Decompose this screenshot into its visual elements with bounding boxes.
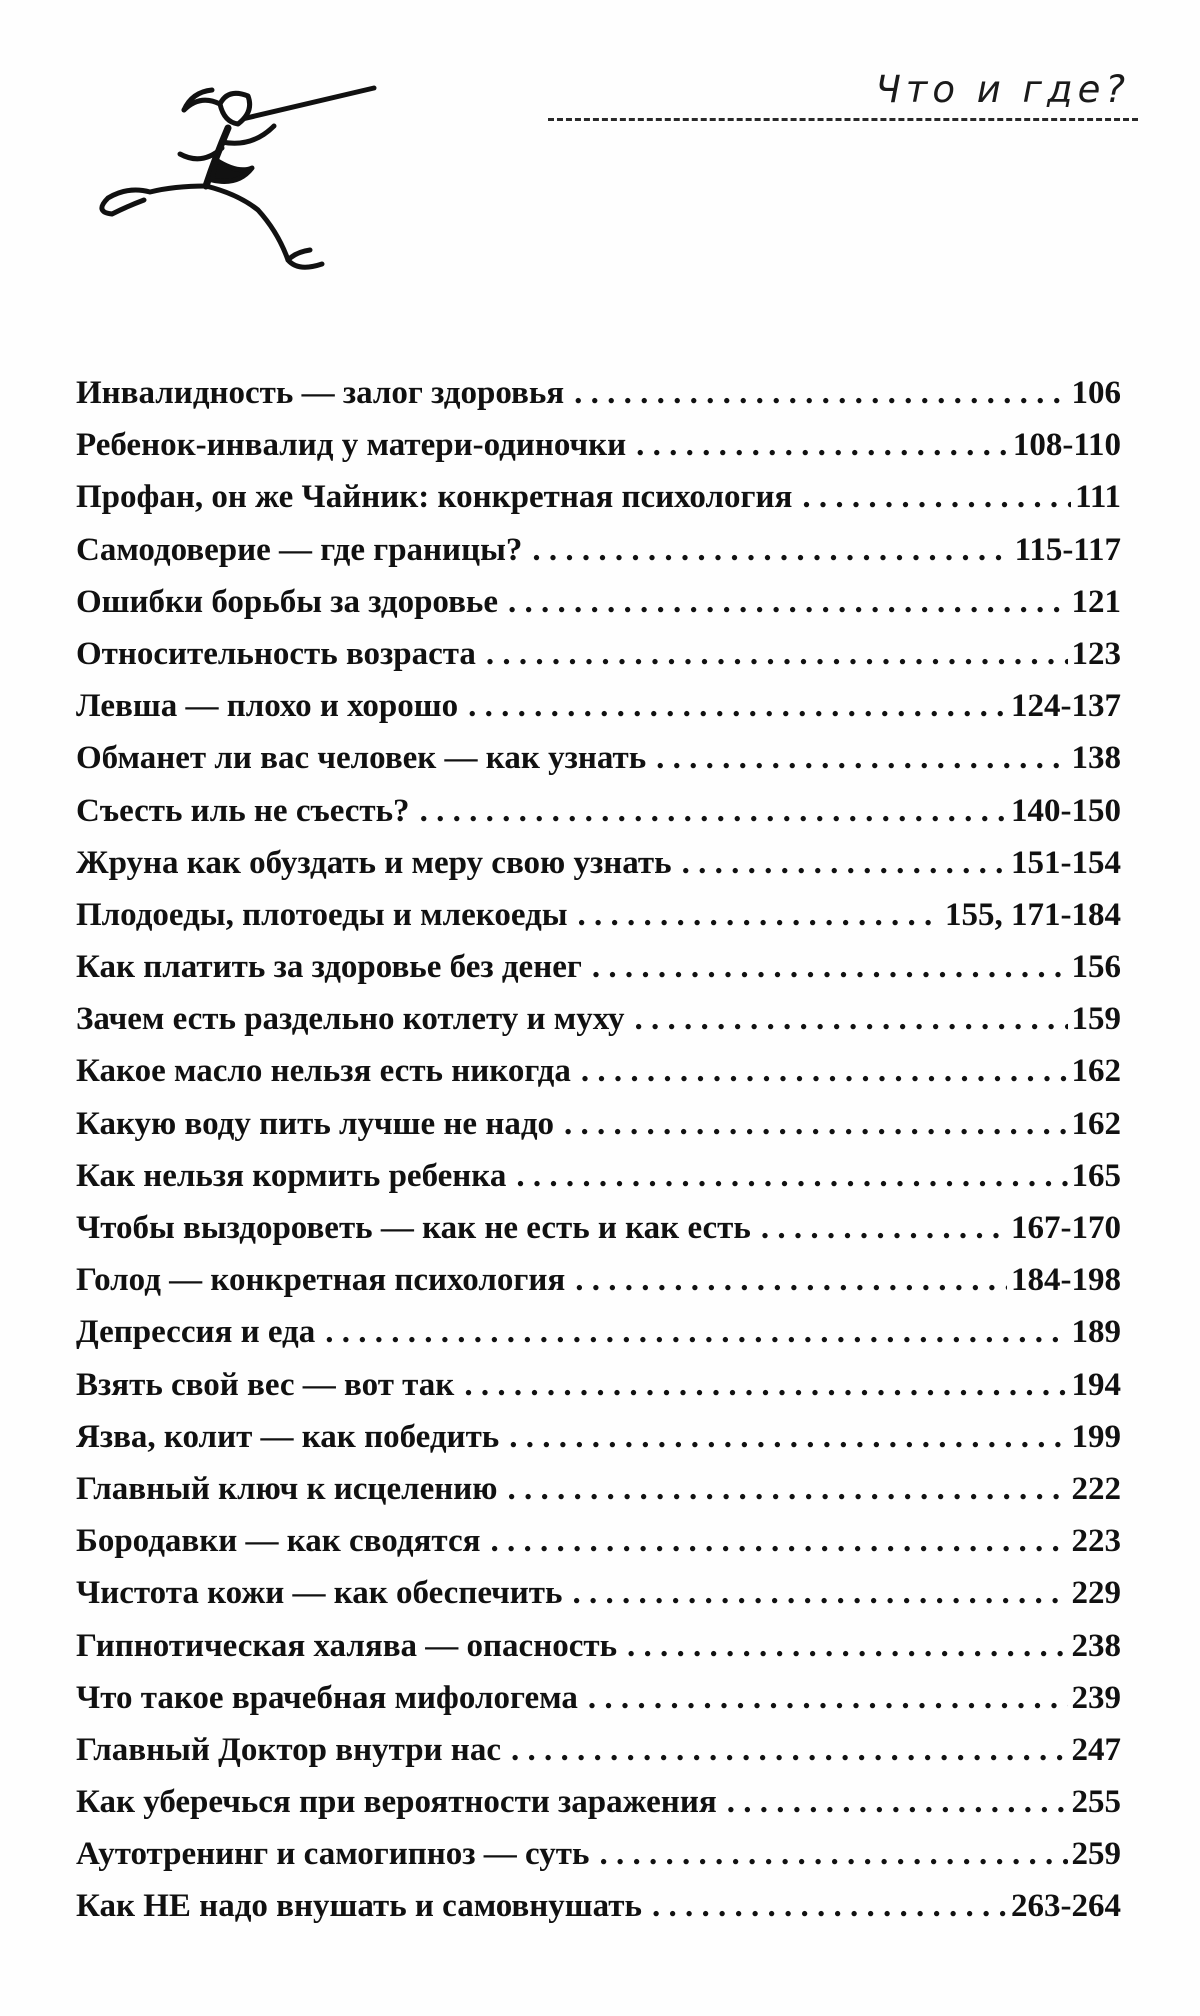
toc-entry[interactable] bbox=[76, 419, 1121, 471]
toc-entry[interactable] bbox=[76, 1150, 1121, 1202]
toc-entry-title: Бородавки — как сводятся bbox=[76, 1523, 481, 1560]
toc-dot-leader bbox=[802, 471, 1071, 523]
toc-entry-title: Жруна как обуздать и меру свою узнать bbox=[76, 844, 672, 881]
toc-entry[interactable] bbox=[76, 941, 1121, 993]
toc-entry[interactable] bbox=[76, 524, 1121, 576]
toc-page-number: 115-117 bbox=[1014, 531, 1121, 568]
toc-page-number: 106 bbox=[1071, 375, 1121, 411]
toc-entry[interactable] bbox=[76, 1880, 1121, 1932]
toc-page-number: 189 bbox=[1071, 1314, 1121, 1351]
toc-entry[interactable] bbox=[76, 1254, 1121, 1306]
toc-entry[interactable] bbox=[76, 1828, 1121, 1880]
toc-entry[interactable] bbox=[76, 1515, 1121, 1567]
toc-entry[interactable] bbox=[76, 732, 1121, 784]
toc-entry[interactable] bbox=[76, 1359, 1121, 1411]
toc-entry-title: Взять свой вес — вот так bbox=[76, 1366, 455, 1403]
toc-page-number: 156 bbox=[1071, 949, 1121, 986]
toc-entry-title: Как НЕ надо внушать и самовнушать bbox=[76, 1888, 642, 1925]
toc-entry-title: Самодоверие — где границы? bbox=[76, 531, 523, 568]
toc-page-number: 194 bbox=[1071, 1366, 1121, 1403]
toc-dot-leader bbox=[682, 837, 1007, 889]
toc-entry-title: Как нельзя кормить ребенка bbox=[76, 1157, 507, 1194]
toc-page-number: 167-170 bbox=[1011, 1210, 1121, 1246]
toc-page-number: 259 bbox=[1071, 1836, 1121, 1873]
toc-entry[interactable] bbox=[76, 1724, 1121, 1776]
toc-page-number: 184-198 bbox=[1011, 1262, 1121, 1299]
toc-dot-leader bbox=[727, 1776, 1068, 1828]
toc-page-number: 247 bbox=[1071, 1731, 1121, 1768]
toc-page-number: 159 bbox=[1071, 1001, 1121, 1038]
toc-entry-title: Чистота кожи — как обеспечить bbox=[76, 1575, 563, 1612]
toc-entry[interactable] bbox=[76, 1411, 1121, 1463]
toc-page-number: 111 bbox=[1075, 479, 1121, 516]
toc-dot-leader bbox=[464, 1359, 1067, 1411]
toc-entry-title: Какое масло нельзя есть никогда bbox=[76, 1053, 571, 1090]
toc-entry-title: Инвалидность — залог здоровья bbox=[76, 375, 565, 411]
toc-dot-leader bbox=[581, 1045, 1068, 1097]
toc-entry-title: Зачем есть раздельно котлету и муху bbox=[76, 1001, 625, 1038]
toc-page-number: 199 bbox=[1071, 1418, 1121, 1455]
toc-entry[interactable] bbox=[76, 1098, 1121, 1150]
toc-dot-leader bbox=[636, 419, 1009, 471]
toc-entry-title: Ребенок-инвалид у матери-одиночки bbox=[76, 427, 627, 464]
toc-entry[interactable] bbox=[76, 1672, 1121, 1724]
toc-page-number: 108-110 bbox=[1012, 427, 1121, 464]
toc-dot-leader bbox=[588, 1672, 1068, 1724]
toc-page-number: 138 bbox=[1071, 740, 1121, 777]
toc-page-number: 238 bbox=[1071, 1627, 1121, 1664]
toc-entry[interactable] bbox=[76, 367, 1121, 419]
toc-dot-leader bbox=[420, 785, 1007, 837]
toc-dot-leader bbox=[508, 576, 1067, 628]
toc-entry-title: Плодоеды, плотоеды и млекоеды bbox=[76, 896, 568, 933]
toc-entry-title: Какую воду пить лучше не надо bbox=[76, 1105, 555, 1142]
toc-dot-leader bbox=[508, 1463, 1068, 1515]
running-header bbox=[548, 68, 1138, 128]
toc-dot-leader bbox=[509, 1411, 1067, 1463]
toc-page-number: 121 bbox=[1071, 583, 1121, 620]
toc-page-number: 239 bbox=[1071, 1679, 1121, 1716]
toc-entry-title: Гипнотическая халява — опасность bbox=[76, 1627, 618, 1664]
toc-dot-leader bbox=[491, 1515, 1068, 1567]
toc-entry[interactable] bbox=[76, 1620, 1121, 1672]
toc-entry-title: Что такое врачебная мифологема bbox=[76, 1679, 578, 1716]
toc-entry-title: Левша — плохо и хорошо bbox=[76, 688, 459, 725]
running-jester-illustration bbox=[88, 82, 388, 277]
toc-page-number: 165 bbox=[1071, 1157, 1121, 1194]
toc-page-number: 229 bbox=[1071, 1575, 1121, 1612]
toc-entry-title: Главный Доктор внутри нас bbox=[76, 1731, 501, 1768]
toc-entry-title: Чтобы выздороветь — как не есть и как есть bbox=[76, 1210, 751, 1246]
toc-entry-title: Ошибки борьбы за здоровье bbox=[76, 583, 499, 620]
toc-entry[interactable] bbox=[76, 785, 1121, 837]
toc-page-number: 162 bbox=[1071, 1105, 1121, 1142]
toc-entry-title: Язва, колит — как победить bbox=[76, 1418, 500, 1455]
toc-page-number: 124-137 bbox=[1011, 688, 1121, 725]
toc-entry[interactable] bbox=[76, 471, 1121, 523]
toc-entry[interactable] bbox=[76, 576, 1121, 628]
toc-entry-title: Голод — конкретная психология bbox=[76, 1262, 566, 1299]
toc-dot-leader bbox=[468, 680, 1007, 732]
toc-entry[interactable] bbox=[76, 993, 1121, 1045]
toc-dot-leader bbox=[572, 1567, 1067, 1619]
toc-dot-leader bbox=[516, 1150, 1067, 1202]
toc-entry-title: Как платить за здоровье без денег bbox=[76, 949, 582, 986]
toc-page-number: 140-150 bbox=[1011, 792, 1121, 829]
toc-dot-leader bbox=[486, 628, 1068, 680]
toc-page-number: 162 bbox=[1071, 1053, 1121, 1090]
toc-dot-leader bbox=[532, 524, 1010, 576]
toc-entry-title: Депрессия и еда bbox=[76, 1314, 316, 1351]
toc-entry[interactable] bbox=[76, 889, 1121, 941]
toc-entry[interactable] bbox=[76, 628, 1121, 680]
toc-entry-title: Относительность возраста bbox=[76, 635, 476, 672]
toc-entry-title: Съесть иль не съесть? bbox=[76, 792, 410, 829]
toc-dot-leader bbox=[511, 1724, 1068, 1776]
table-of-contents bbox=[76, 367, 1121, 1933]
toc-dot-leader bbox=[599, 1828, 1067, 1880]
toc-dot-leader bbox=[652, 1880, 1007, 1932]
toc-entry[interactable] bbox=[76, 837, 1121, 889]
toc-dot-leader bbox=[564, 1098, 1067, 1150]
toc-dot-leader bbox=[592, 941, 1068, 993]
toc-entry-title: Обманет ли вас человек — как узнать bbox=[76, 740, 647, 777]
toc-page-number: 222 bbox=[1071, 1470, 1121, 1507]
toc-entry[interactable] bbox=[76, 1045, 1121, 1097]
toc-page-number: 255 bbox=[1071, 1784, 1121, 1821]
toc-dot-leader bbox=[656, 732, 1067, 784]
toc-page-number: 263-264 bbox=[1011, 1888, 1121, 1925]
header-divider bbox=[548, 118, 1138, 121]
toc-entry-title: Главный ключ к исцелению bbox=[76, 1470, 498, 1507]
page-header-title: Что и где? bbox=[875, 68, 1130, 111]
toc-dot-leader bbox=[575, 1254, 1007, 1306]
toc-dot-leader bbox=[761, 1202, 1007, 1254]
toc-entry[interactable] bbox=[76, 680, 1121, 732]
toc-entry[interactable] bbox=[76, 1306, 1121, 1358]
toc-dot-leader bbox=[578, 889, 941, 941]
toc-dot-leader bbox=[574, 367, 1067, 419]
toc-dot-leader bbox=[627, 1620, 1067, 1672]
toc-dot-leader bbox=[634, 993, 1067, 1045]
toc-entry-title: Как уберечься при вероятности заражения bbox=[76, 1784, 717, 1821]
toc-dot-leader bbox=[325, 1306, 1067, 1358]
toc-page-number: 223 bbox=[1071, 1523, 1121, 1560]
toc-entry-title: Аутотренинг и самогипноз — суть bbox=[76, 1836, 590, 1873]
toc-entry[interactable] bbox=[76, 1567, 1121, 1619]
toc-page-number: 155, 171-184 bbox=[945, 896, 1121, 933]
toc-page-number: 123 bbox=[1071, 635, 1121, 672]
toc-page-number: 151-154 bbox=[1011, 844, 1121, 881]
toc-entry[interactable] bbox=[76, 1202, 1121, 1254]
toc-entry[interactable] bbox=[76, 1776, 1121, 1828]
toc-entry-title: Профан, он же Чайник: конкретная психология bbox=[76, 479, 793, 516]
toc-entry[interactable] bbox=[76, 1463, 1121, 1515]
